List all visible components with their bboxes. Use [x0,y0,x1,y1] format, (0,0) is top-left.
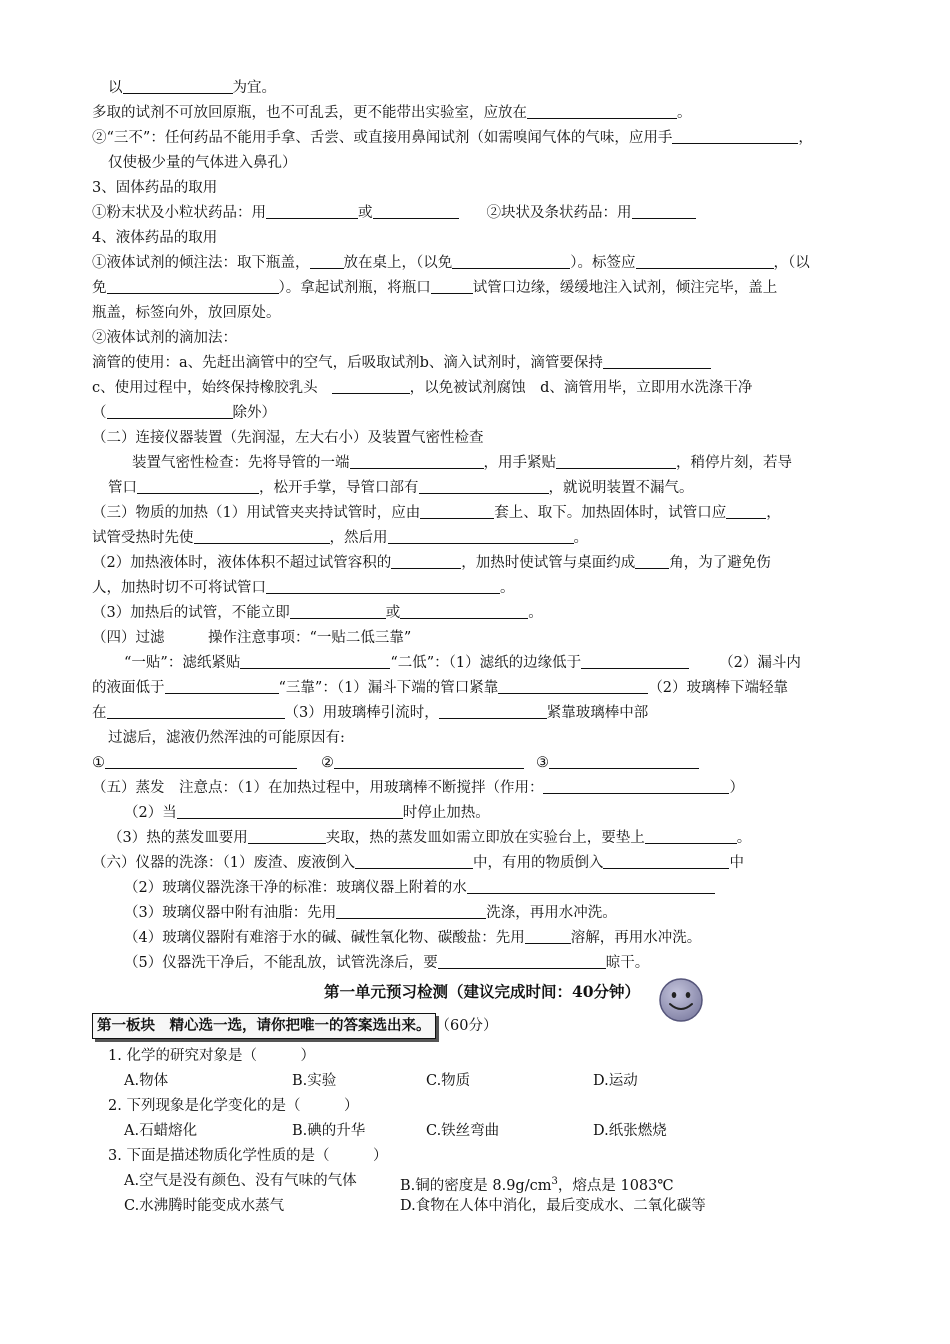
blank [603,852,729,869]
blank [635,552,669,569]
blank [107,402,233,419]
line-35 [92,926,872,951]
line-34 [92,901,872,926]
worksheet-page [92,76,872,1219]
text: 的液面低于 [92,680,165,696]
line-28 [92,751,872,776]
blank [556,452,676,469]
section-title: 第一单元预习检测（建议完成时间：40分钟） [323,982,641,1001]
blank [645,827,737,844]
text: 装置气密性检查：先将导管的一端 [132,455,350,471]
text: 中，有用的物质倒入 [472,855,604,871]
blank [105,752,297,769]
blank [123,77,233,94]
blank [549,752,699,769]
blank [388,527,574,544]
line-6 [92,201,872,226]
question-3-options-row-2 [92,1194,872,1219]
blank [632,202,696,219]
option-c[interactable]: C.铁丝弯曲 [426,1123,500,1139]
text: （3）玻璃仪器中附有油脂：先用 [124,905,337,921]
text: （5）仪器洗干净后，不能乱放，试管洗涤后，要 [124,955,438,971]
question-2-options [92,1119,872,1144]
blank [332,377,410,394]
question-3-options-row-1 [92,1169,872,1194]
text: 晾干。 [605,955,650,971]
text: （2）当 [124,805,177,821]
text: （3）用玻璃棒引流时， [284,705,439,721]
line-18 [92,501,872,526]
line-26 [92,701,872,726]
text: c、使用过程中，始终保持橡胶乳头 [92,380,318,396]
blank [310,252,344,269]
option-d[interactable]: D.食物在人体中消化，最后变成水、二氧化碳等 [400,1198,706,1214]
blank [350,452,484,469]
text: ）。标签应 [570,255,636,271]
text: 时停止加热。 [402,805,490,821]
text: ①粉末状及小粒状药品：用 [92,205,266,221]
line-31 [92,826,872,851]
text: （2）漏斗内 [719,655,801,671]
line-7: 4、液体药品的取用 [92,230,218,246]
text: 中 [729,855,744,871]
option-c[interactable]: C.物质 [426,1073,471,1089]
option-a[interactable]: A.物体 [124,1073,169,1089]
blank [439,702,547,719]
line-3 [92,126,872,151]
text: ）。拿起试剂瓶，将瓶口 [278,280,431,296]
text: （3）加热后的试管，不能立即 [92,605,290,621]
line-23: （四）过滤 操作注意事项：“一贴二低三靠” [92,630,412,646]
text: 试管口边缘，缓缓地注入试剂，倾注完毕，盖上 [472,280,778,296]
line-27: 过滤后，滤液仍然浑浊的可能原因有: [108,730,345,746]
text: ， [766,505,781,521]
blank [498,677,648,694]
blank [543,777,729,794]
text: 免 [92,280,107,296]
text: （3）热的蒸发皿要用 [108,830,248,846]
line-24 [92,651,872,676]
text: （2）玻璃棒下端轻靠 [648,680,789,696]
line-16 [92,451,872,476]
text: 多取的试剂不可放回原瓶，也不可乱丢，更不能带出实验室，应放在 [92,105,527,121]
text: 滴管的使用：a、先赶出滴管中的空气，后吸取试剂b、滴入试剂时，滴管要保持 [92,355,603,371]
blank [581,652,689,669]
text: （ [92,405,107,421]
blank [137,477,259,494]
text: ③ [536,755,549,771]
block-label: 第一板块 精心选一选，请你把唯一的答案选出来。 [92,1013,436,1039]
blank [334,752,524,769]
text: “二低”：（1）滤纸的边缘低于 [390,655,582,671]
text: 以 [108,80,123,96]
text: 紧靠玻璃棒中部 [546,705,649,721]
line-29 [92,776,872,801]
text: ，松开手掌，导管口部有 [259,480,419,496]
blank [240,652,390,669]
blank [452,252,570,269]
text: 夹取，热的蒸发皿如需立即放在实验台上，要垫上 [325,830,645,846]
text: （4）玻璃仪器附有难溶于水的碱、碱性氧化物、碳酸盐：先用 [124,930,525,946]
line-14 [92,401,872,426]
text: ，加热时使试管与桌面约成 [461,555,636,571]
line-21 [92,576,872,601]
text: 。 [500,580,515,596]
blank [431,277,473,294]
blank [290,602,386,619]
option-d[interactable]: D.纸张燃烧 [593,1123,667,1139]
blank [107,277,279,294]
option-a[interactable]: A.空气是没有颜色、没有气味的气体 [124,1173,357,1189]
blank [420,502,494,519]
text: 洗涤，再用水冲洗。 [486,905,617,921]
text: ） [729,780,744,796]
blank [373,202,459,219]
line-10: 瓶盖，标签向外，放回原处。 [92,305,281,321]
blank [266,202,358,219]
text: （五）蒸发 注意点：（1）在加热过程中，用玻璃棒不断搅拌（作用： [92,780,544,796]
line-12 [92,351,872,376]
superscript: 3 [551,1176,558,1187]
text: 人，加热时切不可将试管口 [92,580,266,596]
text: （三）物质的加热（1）用试管夹夹持试管时，应由 [92,505,421,521]
text: 。 [677,105,692,121]
blank [177,802,403,819]
line-36 [92,951,872,976]
line-8 [92,251,872,276]
text: 除外） [232,405,276,421]
text: ，（以 [773,255,810,271]
option-b[interactable]: B.实验 [292,1073,337,1089]
text: ，然后用 [329,530,388,546]
text: ，用手紧贴 [483,455,556,471]
blank [726,502,766,519]
option-b-text-tail: ，熔点是 1083℃ [557,1178,674,1194]
text: （2）玻璃仪器洗涤干净的标准：玻璃仪器上附着的水 [124,880,467,896]
text: 或 [385,605,401,621]
line-20 [92,551,872,576]
line-9 [92,276,872,301]
blank [194,527,330,544]
blank [107,702,285,719]
block-header [92,1008,872,1044]
text: 套上、取下。加热固体时，试管口应 [494,505,727,521]
text: 或 [358,205,373,221]
line-30 [92,801,872,826]
blank [355,852,473,869]
text: （六）仪器的洗涤：（1）废渣、废液倒入 [92,855,355,871]
text: ①液体试剂的倾注法：取下瓶盖， [92,255,310,271]
blank [419,477,549,494]
text: “三靠”：（1）漏斗下端的管口紧靠 [278,680,499,696]
option-d[interactable]: D.运动 [593,1073,638,1089]
text: 角，为了避免伤 [669,555,771,571]
text: 为宜。 [232,80,276,96]
blank [525,927,571,944]
text: 管口 [108,480,137,496]
question-1-options [92,1069,872,1094]
line-22 [92,601,872,626]
blank [438,952,606,969]
option-a[interactable]: A.石蜡熔化 [124,1123,198,1139]
text: （2）加热液体时，液体体积不超过试管容积的 [92,555,392,571]
option-b-text: B.铜的密度是 8.9g/cm [400,1178,552,1194]
text: “一贴”：滤纸紧贴 [124,655,241,671]
question-3: 3. 下面是描述物质化学性质的是（ ） [108,1148,388,1164]
line-11: ②液体试剂的滴加法： [92,330,237,346]
blank [336,902,486,919]
text: 。 [528,605,543,621]
line-32 [92,851,872,876]
text: 溶解，再用水冲洗。 [570,930,702,946]
question-2: 2. 下列现象是化学变化的是（ ） [108,1098,359,1114]
text: 在 [92,705,107,721]
blank [636,252,774,269]
line-13 [92,376,872,401]
line-1 [92,76,872,101]
line-15: （二）连接仪器装置（先润湿，左大右小）及装置气密性检查 [92,430,484,446]
text: 。 [573,530,588,546]
text: 放在桌上，（以免 [343,255,453,271]
text: ② [321,755,334,771]
line-19 [92,526,872,551]
text: ②块状及条状药品：用 [486,205,632,221]
blank [527,102,677,119]
text: ， [798,130,813,146]
blank [467,877,715,894]
text: ，就说明装置不漏气。 [548,480,694,496]
blank [603,352,711,369]
text: ，以免被试剂腐蚀 d、滴管用毕，立即用水洗涤干净 [409,380,753,396]
blank [672,127,798,144]
block-score: （60分） [435,1018,498,1034]
blank [248,827,326,844]
line-5: 3、固体药品的取用 [92,180,218,196]
smiley-face-icon [658,977,704,1023]
question-1: 1. 化学的研究对象是（ ） [108,1048,315,1064]
text: 试管受热时先使 [92,530,194,546]
text: ，稍停片刻，若导 [676,455,792,471]
line-33 [92,876,872,901]
line-25 [92,676,872,701]
text: 。 [736,830,752,846]
option-b[interactable]: B.碘的升华 [292,1123,366,1139]
blank [165,677,279,694]
line-4: 仅使极少量的气体进入鼻孔） [108,155,297,171]
line-2 [92,101,872,126]
text: ① [92,755,105,771]
blank [266,577,500,594]
option-c[interactable]: C.水沸腾时能变成水蒸气 [124,1198,285,1214]
blank [400,602,528,619]
line-17 [92,476,872,501]
blank [391,552,461,569]
text: ②“三不”：任何药品不能用手拿、舌尝、或直接用鼻闻试剂（如需嗅闻气体的气味，应用手 [92,130,673,146]
